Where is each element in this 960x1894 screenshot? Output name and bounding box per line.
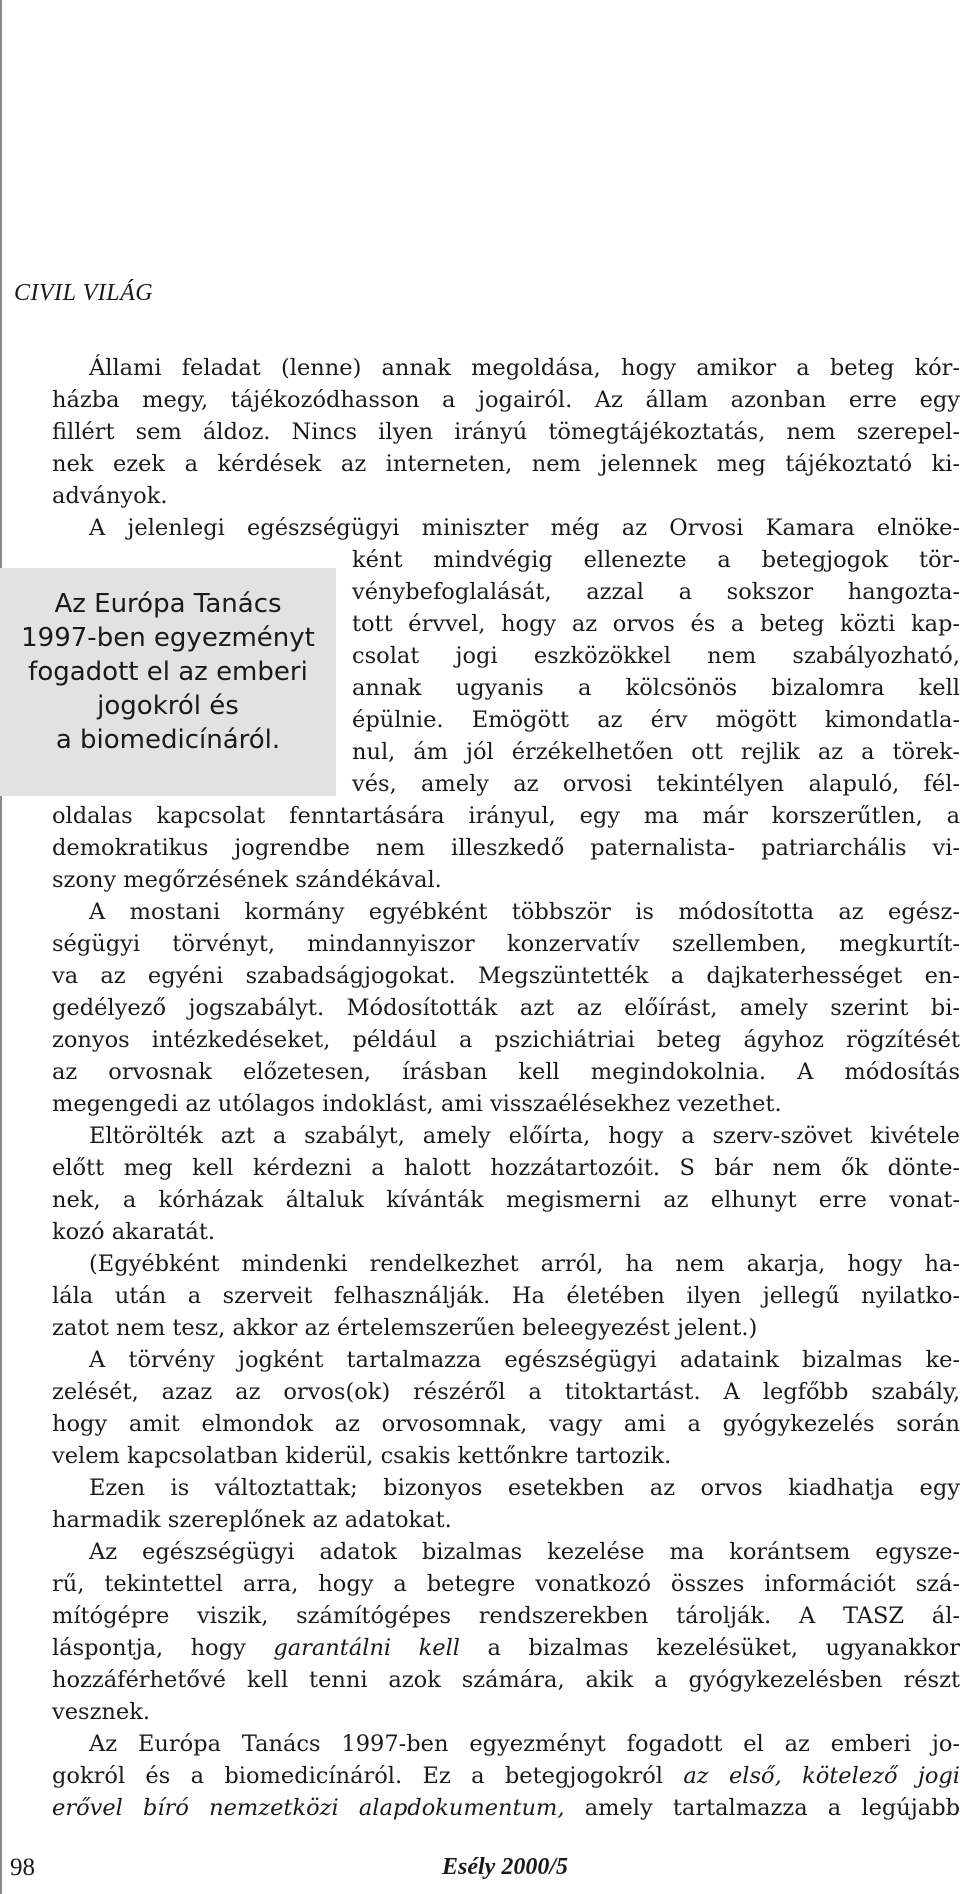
body-line: oldalas kapcsolat fenntartására irányul, egy ma már korszerűtlen, a [52,803,960,829]
body-line: harmadik szereplőnek az adatokat. [52,1507,452,1533]
body-emphasis: az első, kötelező jogi [683,1763,960,1789]
body-line: nek ezek a kérdések az interneten, nem jelennek meg tájékoztató ki- [52,451,960,477]
body-line: Eltörölték azt a szabályt, amely előírta, hogy a szerv-szövet kivétele [89,1123,960,1149]
body-line: nul, ám jól érzékelhetően ott rejlik az a törek- [352,739,960,765]
body-line: Állami feladat (lenne) annak megoldása, hogy amikor a beteg kór- [89,355,960,381]
body-line: lála után a szerveit felhasználják. Ha életében ilyen jellegű nyilatko- [52,1283,960,1309]
body-line: gedélyező jogszabályt. Módosították azt az előírást, amely szerint bi- [52,995,960,1021]
pull-quote-line: Az Európa Tanács [54,589,282,619]
body-line: csolat jogi eszközökkel nem szabályozható, [352,643,960,669]
body-line: épülnie. Emögött az érv mögött kimondatla- [352,707,960,733]
body-line-convention [52,1760,960,1792]
body-line: ségügyi törvényt, mindannyiszor konzervatív szellemben, megkurtít- [52,931,960,957]
body-line: rű, tekintettel arra, hogy a betegre vonatkozó összes információt szá- [52,1571,960,1597]
body-line: vénybefoglalását, azzal a sokszor hangozta- [352,579,960,605]
body-line: nek, a kórházak általuk kívánták megismerni az elhunyt erre vonat- [52,1187,960,1213]
body-line: tott érvvel, hogy az orvos és a beteg közti kap- [352,611,960,637]
body-line: zelését, azaz az orvos(ok) részéről a titoktartást. A legfőbb szabály, [52,1379,960,1405]
body-emphasis: erővel bíró nemzetközi alapdokumentum, [52,1795,565,1821]
body-emphasis: garantálni kell [273,1635,460,1661]
body-line: (Egyébként mindenki rendelkezhet arról, ha nem akarja, hogy ha- [89,1251,960,1277]
body-line: A mostani kormány egyébként többször is módosította az egész- [89,899,960,925]
body-line: megengedi az utólagos indoklást, ami visszaélésekhez vezethet. [52,1091,782,1117]
body-line: Az egészségügyi adatok bizalmas kezelése ma korántsem egysze- [89,1539,960,1565]
body-line: zonyos intézkedéseket, például a pszichiátriai beteg ágyhoz rögzítését [52,1027,960,1053]
body-line: A törvény jogként tartalmazza egészségügyi adataink bizalmas ke- [89,1347,960,1373]
body-line: mítógépre viszik, számítógépes rendszerekben tárolják. A TASZ ál- [52,1603,960,1629]
body-text: amely tartalmazza a legújabb [564,1795,960,1821]
pull-quote-line: fogadott el az emberi [28,657,308,687]
body-line: házba megy, tájékozódhasson a jogairól. Az állam azonban erre egy [52,387,960,413]
body-line: A jelenlegi egészségügyi miniszter még az Orvosi Kamara elnöke- [89,515,960,541]
body-line: adványok. [52,483,168,509]
body-line: vés, amely az orvosi tekintélyen alapuló, fél- [352,771,960,797]
body-line: kozó akaratát. [52,1219,216,1245]
body-line: fillért sem áldoz. Nincs ilyen irányú tömegtájékoztatás, nem szerepel- [52,419,960,445]
pull-quote-line: jogokról és [97,691,239,721]
body-line: annak ugyanis a kölcsönös bizalomra kell [352,675,960,701]
body-line: velem kapcsolatban kiderül, csakis kettőnkre tartozik. [52,1443,672,1469]
body-line: demokratikus jogrendbe nem illeszkedő paternalista- patriarchális vi- [52,835,960,861]
body-line: szony megőrzésének szándékával. [52,867,442,893]
body-text: láspontja, hogy [52,1635,274,1661]
body-text: a bizalmas kezelésüket, ugyanakkor [459,1635,960,1661]
body-line: Ezen is változtattak; bizonyos esetekben az orvos kiadhatja egy [89,1475,960,1501]
pull-quote-line: a biomedicínáról. [55,725,281,755]
body-line: vesznek. [52,1699,151,1725]
running-head: CIVIL VILÁG [14,280,154,306]
body-line: előtt meg kell kérdezni a halott hozzátartozóit. S bár nem ők dönte- [52,1155,960,1181]
journal-issue: Esély 2000/5 [442,1854,568,1880]
body-text: gokról és a biomedicínáról. Ez a betegjogokról [52,1763,684,1789]
body-line: zatot nem tesz, akkor az értelemszerűen beleegyezést jelent.) [52,1315,758,1341]
body-line-convention [52,1792,960,1824]
left-margin-rule [0,0,2,1894]
body-line: hozzáférhetővé kell tenni azok számára, akik a gyógykezelésben részt [52,1667,960,1693]
page-number: 98 [10,1854,35,1881]
body-line: ként mindvégig ellenezte a betegjogok tör- [352,547,960,573]
body-line: Az Európa Tanács 1997-ben egyezményt fogadott el az emberi jo- [89,1731,960,1757]
body-line: va az egyéni szabadságjogokat. Megszüntették a dajkaterhességet en- [52,963,960,989]
article-body [52,352,960,1824]
body-line: hogy amit elmondok az orvosomnak, vagy ami a gyógykezelés során [52,1411,960,1437]
body-line-tasz [52,1632,960,1664]
pull-quote-line: 1997-ben egyezményt [21,623,315,653]
body-line: az orvosnak előzetesen, írásban kell megindokolnia. A módosítás [52,1059,960,1085]
